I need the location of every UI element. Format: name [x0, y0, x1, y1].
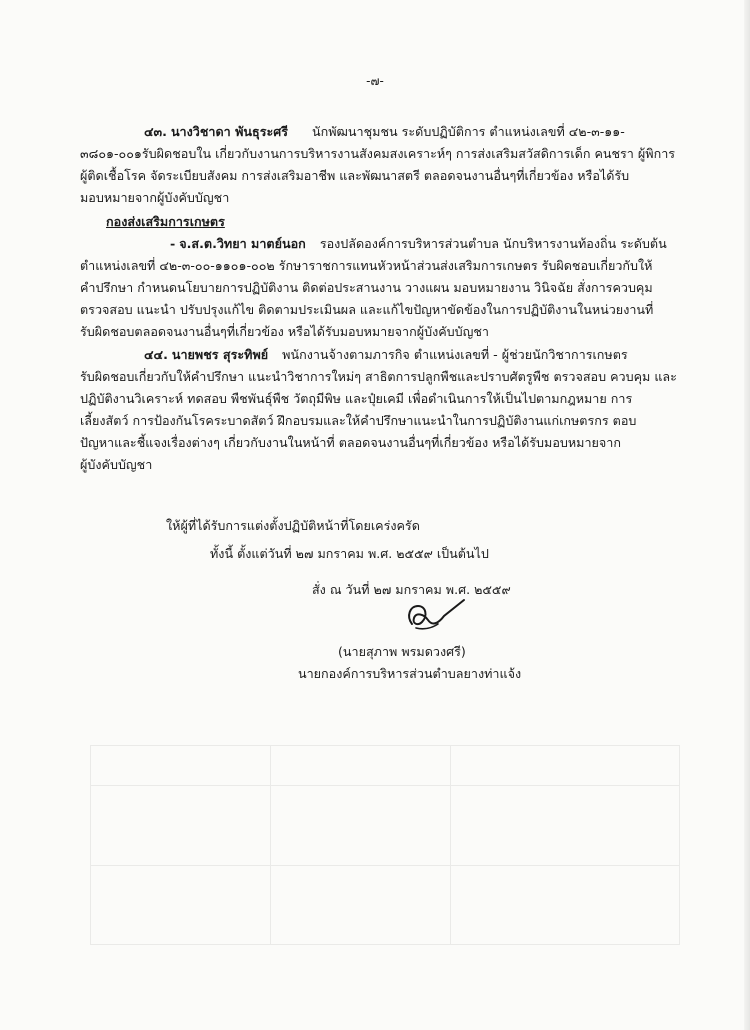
signatory-name: (นายสุภาพ พรมดวงศรี) [338, 644, 466, 659]
bleed-through-table [90, 745, 680, 945]
agri-head-line1-rest: รองปลัดองค์การบริหารส่วนตำบล นักบริหารงานท้องถิ่น ระดับต้น [319, 236, 667, 251]
item44-line6: ผู้บังคับบัญชา [80, 457, 153, 472]
item44-line3: ปฏิบัติงานวิเคราะห์ ทดสอบ พืชพันธุ์พืช วัตถุมีพิษ และปุ๋ยเคมี เพื่อดำเนินการให้เป็นไปตามกฎหมาย การ [80, 391, 633, 406]
item43-line3: ผู้ติดเชื้อโรค จัดระเบียบสังคม การส่งเสริมอาชีพ และพัฒนาสตรี ตลอดจนงานอื่นๆที่เกี่ยวข้อง หรือได้รับ [80, 168, 630, 183]
closing-effective: ทั้งนี้ ตั้งแต่วันที่ ๒๗ มกราคม พ.ศ. ๒๕๕๙ เป็นต้นไป [210, 546, 489, 561]
closing-instruction: ให้ผู้ที่ได้รับการแต่งตั้งปฏิบัติหน้าที่โดยเคร่งครัด [166, 518, 420, 533]
item44-line2: รับผิดชอบเกี่ยวกับให้คำปรึกษา แนะนำวิชาการใหม่ๆ สาธิตการปลูกพืชและปราบศัตรูพืช ตรวจสอบ ควบคุม และ [80, 369, 677, 384]
item44-line5: ปัญหาและชี้แจงเรื่องต่างๆ เกี่ยวกับงานในหน้าที่ ตลอดจนงานอื่นๆที่เกี่ยวข้อง หรือได้รับมอบหมายจาก [80, 435, 622, 450]
item44-line1-rest: พนักงานจ้างตามภารกิจ ตำแหน่งเลขที่ - ผู้ช่วยนักวิชาการเกษตร [282, 347, 628, 362]
agri-head-line4: ตรวจสอบ แนะนำ ปรับปรุงแก้ไข ติดตามประเมินผล และแก้ไขปัญหาขัดข้องในการปฏิบัติงานในหน่วยงานที่ [80, 302, 654, 317]
page-edge-shadow [744, 0, 750, 1030]
agri-head-line2: ตำแหน่งเลขที่ ๔๒-๓-๐๐-๑๑๐๑-๐๐๒ รักษาราชการแทนหัวหน้าส่วนส่งเสริมการเกษตร รับผิดชอบเกี่ยวกับให้ [80, 258, 653, 273]
item43-number: ๔๓. [144, 124, 167, 139]
item44-line1 [144, 347, 628, 363]
item44-line4: เลี้ยงสัตว์ การป้องกันโรคระบาดสัตว์ ฝึกอบรมและให้คำปรึกษาแนะนำในการปฏิบัติงานแก่เกษตรกร ตอบ [80, 413, 637, 428]
section-heading: กองส่งเสริมการเกษตร [106, 214, 225, 229]
item43-line4: มอบหมายจากผู้บังคับบัญชา [80, 190, 230, 205]
item43-name: นางวิชาดา พันธุระศรี [170, 124, 288, 139]
item43-line1-rest: นักพัฒนาชุมชน ระดับปฏิบัติการ ตำแหน่งเลขที่ ๔๒-๓-๑๑- [312, 124, 625, 139]
handwritten-signature [398, 594, 468, 638]
item44-number: ๔๔. [144, 347, 168, 362]
agri-head-prefix: - [170, 236, 176, 251]
item43-line2: ๓๘๐๑-๐๐๑รับผิดชอบใน เกี่ยวกับงานการบริหารงานสังคมสงเคราะห์ๆ การส่งเสริมสวัสดิการเด็ก คนชรา ผู้พิการ [80, 146, 676, 161]
agri-head-line3: คำปรึกษา กำหนดนโยบายการปฏิบัติงาน ติดต่อประสานงาน วางแผน มอบหมายงาน วินิจฉัย สั่งการควบคุม [80, 280, 653, 295]
item43-line1 [144, 124, 625, 140]
item44-name: นายพชร สุระทิพย์ [171, 347, 269, 362]
agri-head-name: จ.ส.ต.วิทยา มาตย์นอก [179, 236, 306, 251]
agri-head-line5: รับผิดชอบตลอดจนงานอื่นๆที่เกี่ยวข้อง หรือได้รับมอบหมายจากผู้บังคับบัญชา [80, 324, 489, 339]
signatory-title: นายกองค์การบริหารส่วนตำบลยางท่าแจ้ง [298, 666, 522, 681]
agri-head-line1 [170, 236, 667, 252]
closing-ordered: สั่ง ณ วันที่ ๒๗ มกราคม พ.ศ. ๒๕๕๙ [312, 582, 511, 597]
page-number: -๗- [366, 74, 384, 88]
